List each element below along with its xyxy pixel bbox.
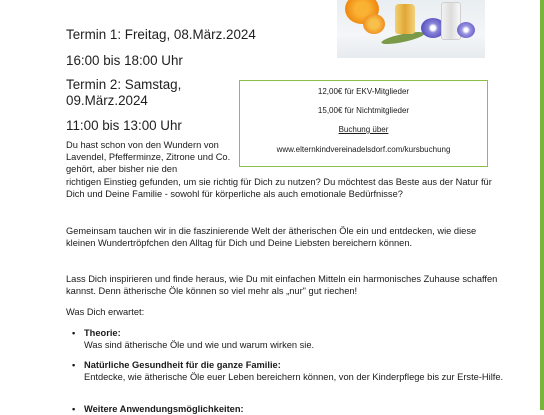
- termin-2-day: Termin 2: Samstag,: [66, 77, 182, 92]
- green-border: [540, 0, 544, 410]
- calendula-flower: [363, 14, 385, 34]
- paragraph-intro-continued: richtigen Einstieg gefunden, um sie richtig für Dich zu nutzen? Du möchtest das Beste aus der Natur für Dich und Deine Familie - sowohl für körperliche als auch emotionale Bedürfnisse?: [66, 177, 492, 199]
- paragraph-gemeinsam: Gemeinsam tauchen wir in die faszinierende Welt der ätherischen Öle ein und entdecken, wie diese kleinen Wundertröpfchen den Alltag für Dich und Deine Liebsten bereichern können.: [66, 226, 477, 248]
- bullet-icon: •: [72, 404, 76, 414]
- section-label-expectations: Was Dich erwartet:: [66, 307, 145, 317]
- booking-url-link[interactable]: www.elternkindvereinadelsdorf.com/kursbuchung: [276, 145, 451, 154]
- price-members: 12,00€ für EKV-Mitglieder: [317, 87, 410, 96]
- bullet-icon: •: [72, 360, 76, 370]
- bullet-title: Weitere Anwendungsmöglichkeiten:: [84, 404, 244, 414]
- oil-bottle: [395, 4, 415, 34]
- price-non-members: 15,00€ für Nichtmitglieder: [317, 106, 410, 115]
- termin-1-time: 16:00 bis 18:00 Uhr: [66, 53, 183, 68]
- list-item: [72, 327, 514, 351]
- bullet-text: Entdecke, wie ätherische Öle euer Leben bereichern können, von der Kinderpflege bis zur Erste-Hilfe.: [84, 372, 504, 382]
- termin-2-time: 11:00 bis 13:00 Uhr: [66, 118, 182, 133]
- intro-text: Du hast schon von den Wundern von Lavendel, Pfefferminze, Zitrone und Co. gehört, aber bisher nie den: [66, 140, 231, 174]
- termin-1-date: Termin 1: Freitag, 08.März.2024: [66, 27, 256, 42]
- lavender-flower: [457, 22, 475, 38]
- paragraph-inspiration: Lass Dich inspirieren und finde heraus, wie Du mit einfachen Mitteln ein harmonisches Zuhause schaffen kannst. Denn ätherische Öle können so viel mehr als „nur" gut riechen!: [66, 274, 498, 296]
- bullet-text: Was sind ätherische Öle und wie und warum wirken sie.: [84, 340, 315, 350]
- bullet-icon: •: [72, 328, 76, 338]
- bullet-title: Natürliche Gesundheit für die ganze Familie:: [84, 360, 281, 370]
- booking-label: Buchung über: [338, 125, 389, 134]
- price-box: [239, 80, 488, 167]
- bullet-title: Theorie:: [84, 328, 121, 338]
- list-item: [72, 403, 514, 415]
- termin-2-date: 09.März.2024: [66, 93, 148, 108]
- essential-oils-photo: [337, 0, 485, 58]
- list-item: [72, 359, 514, 383]
